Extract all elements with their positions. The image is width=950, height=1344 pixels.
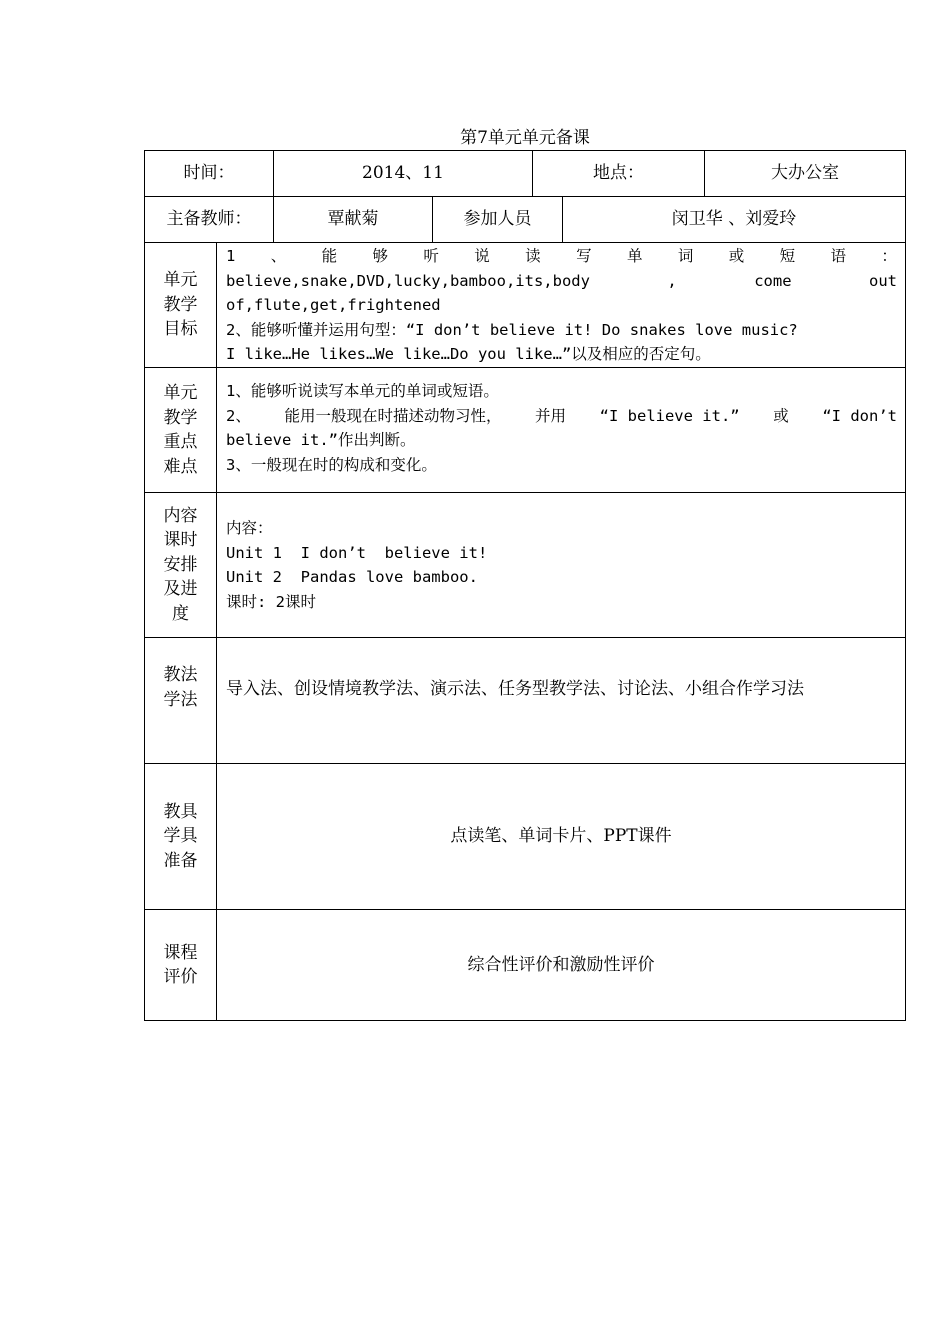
objectives-content	[216, 242, 906, 367]
schedule-line-4: 课时: 2课时	[226, 592, 316, 611]
schedule-content	[216, 492, 906, 637]
row-evaluation	[144, 909, 906, 1021]
key-points-line-2: 2、 能用一般现在时描述动物习性， 并用 “I believe it.” 或 “I don’t	[226, 406, 897, 425]
schedule-label: 内容 课时 安排 及进 度	[144, 492, 216, 637]
row-time-place	[144, 150, 906, 196]
row-key-points	[144, 367, 906, 492]
objectives-label: 单元 教学 目标	[144, 242, 216, 367]
objectives-line-5: I like…He likes…We like…Do you like…”以及相应的否定句。	[226, 345, 711, 363]
time-value: 2014、11	[273, 150, 532, 196]
time-label: 时间：	[144, 150, 273, 196]
row-schedule	[144, 492, 906, 637]
row-tools	[144, 763, 906, 909]
row-teacher-participants	[144, 196, 906, 242]
key-points-line-4: 3、一般现在时的构成和变化。	[226, 455, 437, 474]
tools-label: 教具 学具 准备	[144, 763, 216, 909]
participants-value: 闵卫华 、刘爱玲	[562, 196, 906, 242]
place-label: 地点：	[532, 150, 704, 196]
schedule-line-2: Unit 1 I don’t believe it!	[226, 543, 488, 562]
participants-label: 参加人员	[432, 196, 562, 242]
key-points-line-1: 1、能够听说读写本单元的单词或短语。	[226, 382, 499, 400]
evaluation-content	[216, 909, 906, 1021]
objectives-line-1: 1 、 能 够 听 说 读 写 单 词 或 短 语 ：	[226, 247, 897, 265]
schedule-line-1: 内容：	[226, 519, 273, 537]
teacher-value: 覃献菊	[273, 196, 432, 242]
evaluation-value: 综合性评价和激励性评价	[467, 954, 655, 975]
methods-value: 导入法、创设情境教学法、演示法、任务型教学法、讨论法、小组合作学习法	[226, 679, 804, 699]
evaluation-label: 课程 评价	[144, 909, 216, 1021]
row-methods	[144, 637, 906, 763]
key-points-content	[216, 367, 906, 492]
row-objectives	[144, 242, 906, 367]
methods-label: 教法 学法	[144, 637, 216, 763]
schedule-line-3: Unit 2 Pandas love bamboo.	[226, 568, 478, 586]
objectives-line-2: believe,snake,DVD,lucky,bamboo,its,body , come out	[226, 271, 897, 290]
key-points-label: 单元 教学 重点 难点	[144, 367, 216, 492]
document-title: 第7单元单元备课	[460, 128, 590, 148]
key-points-line-3: believe it.”作出判断。	[226, 431, 416, 449]
tools-content	[216, 763, 906, 909]
objectives-line-4: 2、能够听懂并运用句型：“I don’t believe it! Do snakes love music?	[226, 320, 798, 339]
methods-content	[216, 637, 906, 763]
tools-value: 点读笔、单词卡片、PPT课件	[450, 826, 672, 847]
objectives-line-3: of,flute,get,frightened	[226, 296, 441, 314]
place-value: 大办公室	[704, 150, 906, 196]
teacher-label: 主备教师：	[144, 196, 273, 242]
